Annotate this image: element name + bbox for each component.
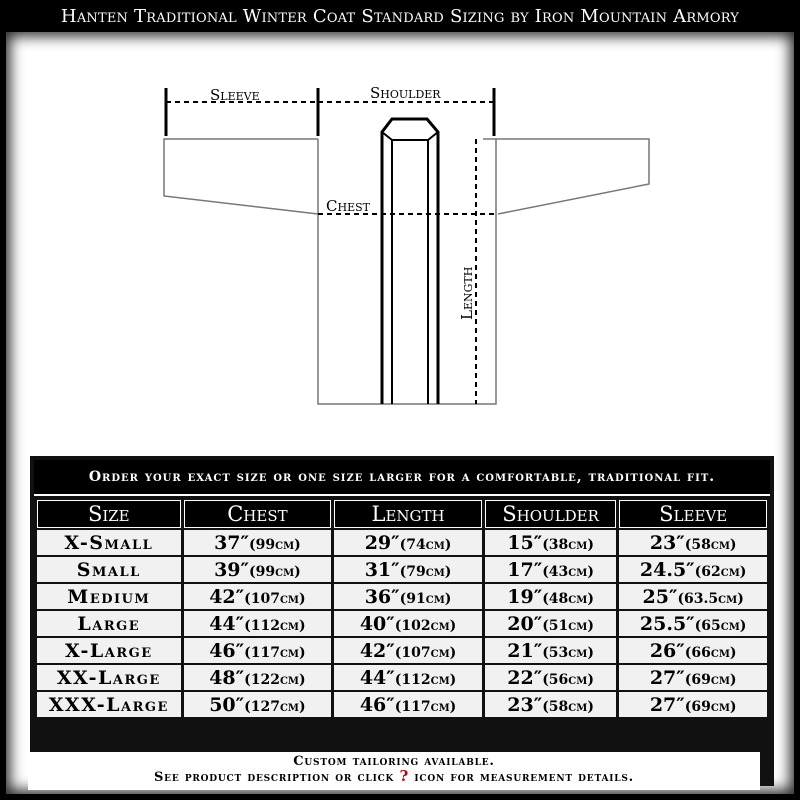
note-line-2 [28, 769, 760, 785]
size-table-container [30, 456, 774, 786]
sleeve-cell: 24.5″(62cm) [619, 557, 767, 582]
coat-collar [382, 119, 438, 404]
sleeve-cell: 25.5″(65cm) [619, 611, 767, 636]
header-size: Size [37, 500, 181, 528]
header-chest: Chest [184, 500, 332, 528]
shoulder-cell: 20″(51cm) [485, 611, 616, 636]
length-cell: 40″(102cm) [334, 611, 482, 636]
length-cell: 42″(107cm) [334, 638, 482, 663]
table-row [37, 611, 767, 636]
length-cell: 44″(112cm) [334, 665, 482, 690]
shoulder-cell: 21″(53cm) [485, 638, 616, 663]
table-row [37, 665, 767, 690]
size-cell: XX-Large [37, 665, 181, 690]
size-chart-panel [6, 32, 794, 794]
chest-cell: 39″(99cm) [184, 557, 332, 582]
length-cell: 29″(74cm) [334, 530, 482, 555]
page-title: Hanten Traditional Winter Coat Standard Sizing by Iron Mountain Armory [0, 0, 800, 32]
header-sleeve: Sleeve [619, 500, 767, 528]
coat-right-sleeve [483, 139, 649, 214]
note-line-2-end: icon for measurement details. [414, 770, 635, 785]
table-row [37, 692, 767, 717]
size-cell: XXX-Large [37, 692, 181, 717]
length-label: Length [458, 266, 476, 320]
size-cell: Large [37, 611, 181, 636]
length-cell: 46″(117cm) [334, 692, 482, 717]
sleeve-cell: 25″(63.5cm) [619, 584, 767, 609]
size-cell: X-Large [37, 638, 181, 663]
coat-diagram [6, 32, 794, 452]
sleeve-cell: 26″(66cm) [619, 638, 767, 663]
fit-advice-banner: Order your exact size or one size larger for a comfortable, traditional fit. [34, 460, 770, 496]
coat-left-sleeve [164, 139, 318, 214]
size-cell: Medium [37, 584, 181, 609]
size-cell: Small [37, 557, 181, 582]
sleeve-cell: 27″(69cm) [619, 665, 767, 690]
table-row [37, 557, 767, 582]
table-row [37, 530, 767, 555]
custom-tailoring-note [28, 752, 760, 790]
sleeve-label: Sleeve [210, 86, 260, 104]
shoulder-cell: 17″(43cm) [485, 557, 616, 582]
length-cell: 31″(79cm) [334, 557, 482, 582]
shoulder-label: Shoulder [370, 84, 441, 102]
shoulder-cell: 19″(48cm) [485, 584, 616, 609]
note-line-1: Custom tailoring available. [293, 754, 495, 769]
chest-cell: 44″(112cm) [184, 611, 332, 636]
length-cell: 36″(91cm) [334, 584, 482, 609]
shoulder-cell: 23″(58cm) [485, 692, 616, 717]
shoulder-cell: 15″(38cm) [485, 530, 616, 555]
chest-cell: 50″(127cm) [184, 692, 332, 717]
shoulder-cell: 22″(56cm) [485, 665, 616, 690]
question-mark-icon[interactable]: ? [399, 767, 410, 785]
table-row [37, 584, 767, 609]
header-length: Length [334, 500, 482, 528]
size-cell: X-Small [37, 530, 181, 555]
table-row [37, 638, 767, 663]
sleeve-cell: 27″(69cm) [619, 692, 767, 717]
size-table [34, 498, 770, 719]
note-line-2-start: See product description or click [153, 770, 395, 785]
table-header-row [37, 500, 767, 528]
chest-cell: 48″(122cm) [184, 665, 332, 690]
chest-label: Chest [326, 197, 370, 215]
chest-cell: 42″(107cm) [184, 584, 332, 609]
chest-cell: 37″(99cm) [184, 530, 332, 555]
chest-cell: 46″(117cm) [184, 638, 332, 663]
header-shoulder: Shoulder [485, 500, 616, 528]
sleeve-cell: 23″(58cm) [619, 530, 767, 555]
